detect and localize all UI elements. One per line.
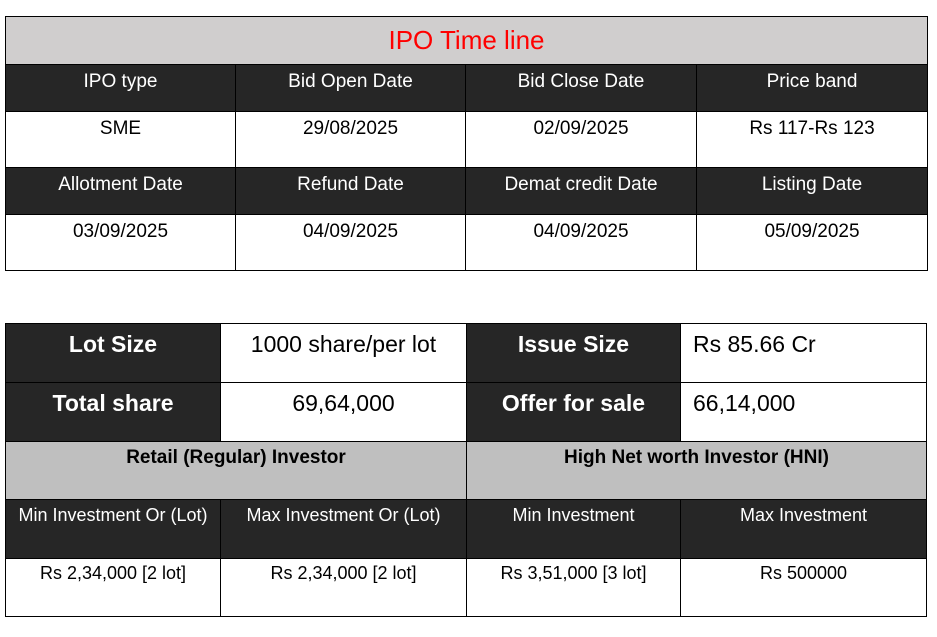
- header-retail-min-investment: Min Investment Or (Lot): [6, 500, 221, 559]
- lot-size-value: 1000 share/per lot: [221, 324, 467, 383]
- value-ipo-type: SME: [6, 112, 236, 168]
- header-bid-open-date: Bid Open Date: [236, 65, 466, 112]
- hni-investor-header: High Net worth Investor (HNI): [467, 442, 927, 500]
- issue-size-label: Issue Size: [467, 324, 681, 383]
- value-retail-min-investment: Rs 2,34,000 [2 lot]: [6, 559, 221, 617]
- timeline-header-row-2: [6, 168, 928, 215]
- timeline-title-row: [6, 17, 928, 65]
- value-bid-open-date: 29/08/2025: [236, 112, 466, 168]
- header-listing-date: Listing Date: [697, 168, 928, 215]
- value-hni-max-investment: Rs 500000: [681, 559, 927, 617]
- value-demat-credit-date: 04/09/2025: [466, 215, 697, 271]
- ipo-details-table: [5, 323, 927, 617]
- lot-size-row: [6, 324, 927, 383]
- offer-for-sale-value: 66,14,000: [681, 383, 927, 442]
- timeline-value-row-1: [6, 112, 928, 168]
- value-listing-date: 05/09/2025: [697, 215, 928, 271]
- header-price-band: Price band: [697, 65, 928, 112]
- total-share-row: [6, 383, 927, 442]
- investor-category-row: [6, 442, 927, 500]
- total-share-label: Total share: [6, 383, 221, 442]
- timeline-value-row-2: [6, 215, 928, 271]
- value-price-band: Rs 117-Rs 123: [697, 112, 928, 168]
- header-refund-date: Refund Date: [236, 168, 466, 215]
- value-hni-min-investment: Rs 3,51,000 [3 lot]: [467, 559, 681, 617]
- offer-for-sale-label: Offer for sale: [467, 383, 681, 442]
- lot-size-label: Lot Size: [6, 324, 221, 383]
- value-retail-max-investment: Rs 2,34,000 [2 lot]: [221, 559, 467, 617]
- header-demat-credit-date: Demat credit Date: [466, 168, 697, 215]
- header-allotment-date: Allotment Date: [6, 168, 236, 215]
- value-allotment-date: 03/09/2025: [6, 215, 236, 271]
- total-share-value: 69,64,000: [221, 383, 467, 442]
- ipo-timeline-table: [5, 16, 928, 271]
- value-refund-date: 04/09/2025: [236, 215, 466, 271]
- investment-value-row: [6, 559, 927, 617]
- header-ipo-type: IPO type: [6, 65, 236, 112]
- retail-investor-header: Retail (Regular) Investor: [6, 442, 467, 500]
- header-bid-close-date: Bid Close Date: [466, 65, 697, 112]
- timeline-header-row-1: [6, 65, 928, 112]
- header-hni-min-investment: Min Investment: [467, 500, 681, 559]
- issue-size-value: Rs 85.66 Cr: [681, 324, 927, 383]
- value-bid-close-date: 02/09/2025: [466, 112, 697, 168]
- timeline-title: IPO Time line: [6, 17, 928, 65]
- investment-header-row: [6, 500, 927, 559]
- header-hni-max-investment: Max Investment: [681, 500, 927, 559]
- header-retail-max-investment: Max Investment Or (Lot): [221, 500, 467, 559]
